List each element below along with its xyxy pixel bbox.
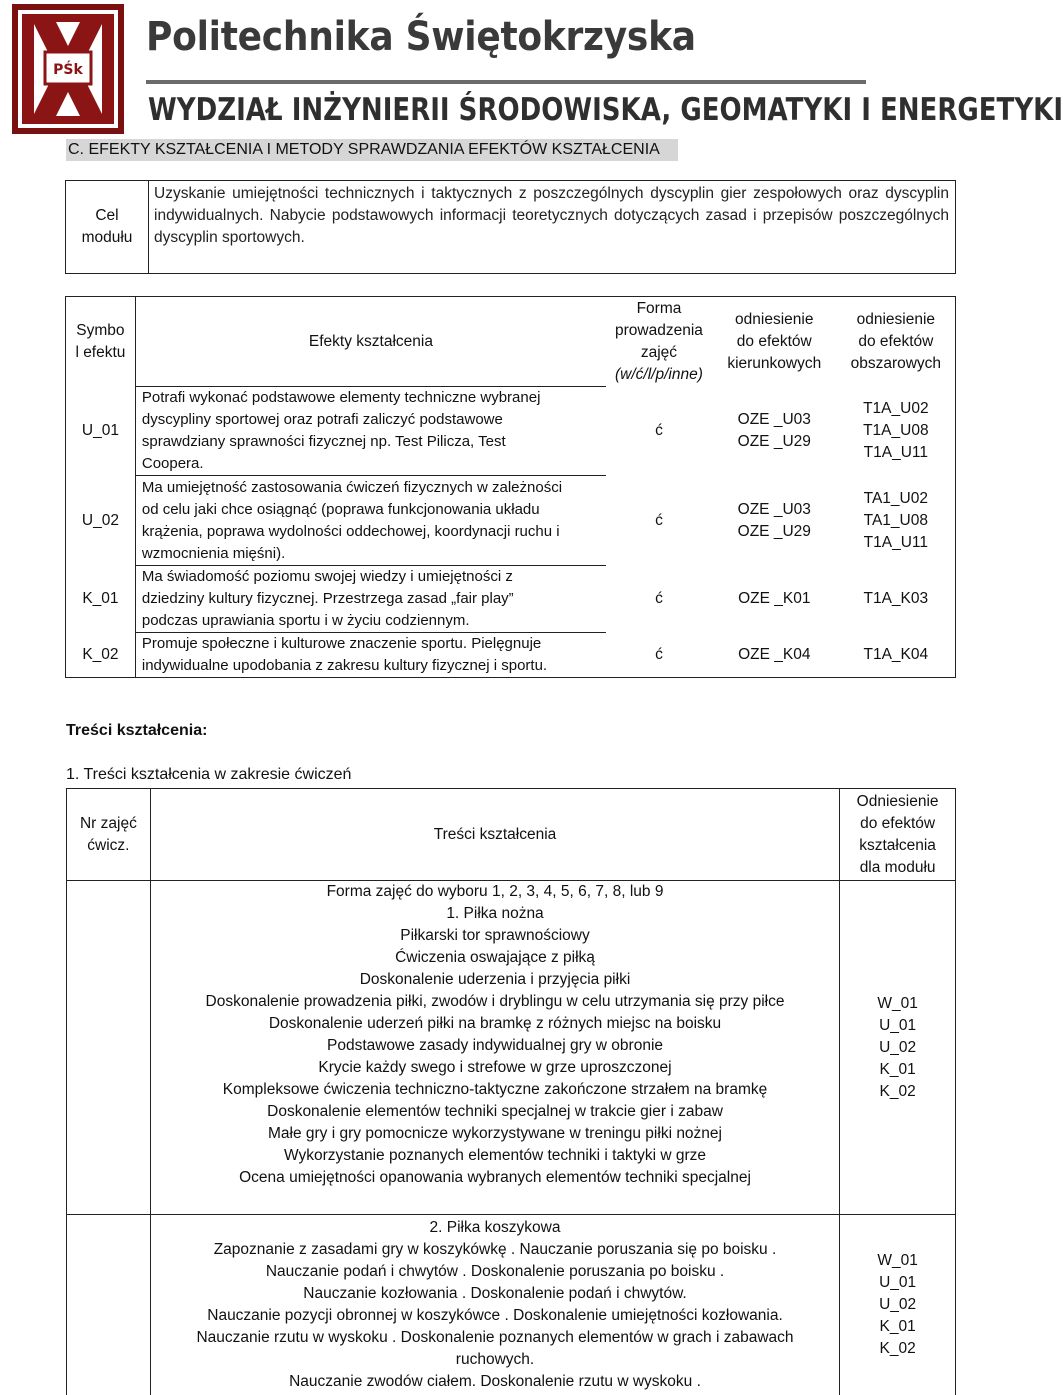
effect-line: dziedziny kultury fizycznej. Przestrzega zasad „fair play” xyxy=(141,590,514,607)
block-content xyxy=(150,1215,839,1395)
header-content: Treści kształcenia xyxy=(150,789,839,881)
area-ref: T1A_U02 xyxy=(863,400,929,417)
outcome-form: ć xyxy=(655,590,663,607)
content-line: Forma zajęć do wyboru 1, 2, 3, 4, 5, 6, 7, 8, lub 9 xyxy=(326,883,664,900)
header-reference xyxy=(840,789,956,881)
outcome-area xyxy=(837,387,956,476)
outcome-row xyxy=(66,387,956,476)
header-ref-line3: kształcenia xyxy=(859,836,936,854)
header-directional-line1: odniesienie xyxy=(735,310,814,328)
content-line: Doskonalenie uderzeń piłki na bramkę z różnych miejsc na boisku xyxy=(268,1015,722,1032)
content-line: Ćwiczenia oswajające z piłką xyxy=(395,949,595,966)
content-line: Wykorzystanie poznanych elementów techniki i taktyki w grze xyxy=(284,1147,706,1164)
effect-line: dyscypliny sportowej oraz potrafi zaliczyć podstawowe xyxy=(141,411,503,428)
outcome-symbol: K_01 xyxy=(82,590,119,607)
effect-line: Ma świadomość poziomu swojej wiedzy i umiejętności z xyxy=(141,568,513,585)
module-goal-table xyxy=(65,180,956,274)
header-area-line3: obszarowych xyxy=(850,354,942,372)
area-ref: T1A_U11 xyxy=(863,444,928,461)
content-line: Nauczanie zwodów ciałem. Doskonalenie rzutu w wyskoku . xyxy=(289,1373,701,1390)
header-form xyxy=(606,297,712,387)
subsection-title: 1. Treści kształcenia w zakresie ćwiczeń xyxy=(66,766,352,783)
header-symbol-line2: l efektu xyxy=(75,343,126,361)
header-divider xyxy=(146,80,866,84)
outcome-effect xyxy=(135,387,606,476)
effect-line: Promuje społeczne i kulturowe znaczenie sportu. Pielęgnuje xyxy=(141,635,542,652)
effect-line: sprawdziany sprawności fizycznej np. Test Pilicza, Test xyxy=(141,433,506,450)
ref-code: K_02 xyxy=(879,1339,916,1357)
content-line: Nauczanie rzutu w wyskoku . Doskonalenie poznanych elementów w grach i zabawach xyxy=(196,1329,794,1346)
header-area-line2: do efektów xyxy=(858,332,934,350)
outcome-row xyxy=(66,476,956,566)
header-form-line3: zajęć xyxy=(640,343,678,361)
outcome-directional xyxy=(712,387,837,476)
content-line: ruchowych. xyxy=(455,1351,535,1368)
effect-line: od celu jaki chce osiągnąć (poprawa funkcjonowania układu xyxy=(141,500,540,518)
goal-label-line2: modułu xyxy=(81,229,133,246)
learning-outcomes-table xyxy=(65,296,956,678)
outcome-area: T1A_K03 xyxy=(863,590,929,607)
effect-line: podczas uprawiania sportu i w życiu codziennym. xyxy=(141,612,470,629)
directional-ref: OZE _U03 xyxy=(737,411,811,428)
outcome-form: ć xyxy=(655,511,663,529)
header-directional-line2: do efektów xyxy=(736,332,812,350)
content-line: Podstawowe zasady indywidualnej gry w obronie xyxy=(326,1037,664,1054)
content-line: Nauczanie pozycji obronnej w koszykówce . Doskonalenie umiejętności kozłowania. xyxy=(207,1307,783,1324)
block-content xyxy=(150,881,839,1215)
header-nr-line2: ćwicz. xyxy=(87,836,130,854)
header-directional-line3: kierunkowych xyxy=(727,354,822,372)
header-form-line1: Forma xyxy=(636,299,682,317)
ref-code: K_01 xyxy=(879,1060,916,1078)
outcome-symbol: U_01 xyxy=(81,422,119,439)
outcome-effect xyxy=(135,476,606,566)
content-block-row xyxy=(67,881,956,1215)
block-refs xyxy=(840,1215,956,1395)
outcomes-header-row xyxy=(66,297,956,387)
header-form-line4: (w/ć/l/p/inne) xyxy=(615,365,703,383)
ref-code: W_01 xyxy=(877,994,918,1012)
outcome-row xyxy=(66,633,956,678)
header-symbol xyxy=(66,297,136,387)
course-content-table xyxy=(66,788,956,1395)
ref-code: W_01 xyxy=(877,1251,918,1269)
ref-code: U_01 xyxy=(879,1016,917,1034)
content-line: Ocena umiejętności opanowania wybranych elementów techniki specjalnej xyxy=(239,1169,751,1186)
content-line: Krycie każdy swego i strefowe w grze uproszczonej xyxy=(318,1059,672,1076)
ref-code: U_02 xyxy=(879,1295,917,1313)
section-title: C. EFEKTY KSZTAŁCENIA I METODY SPRAWDZANIA EFEKTÓW KSZTAŁCENIA xyxy=(66,139,678,161)
outcome-symbol: K_02 xyxy=(82,645,119,663)
outcome-directional: OZE _K01 xyxy=(738,590,811,607)
header-directional xyxy=(712,297,837,387)
outcome-area xyxy=(837,476,956,566)
header-effects: Efekty kształcenia xyxy=(135,297,606,387)
outcome-directional: OZE _K04 xyxy=(738,645,811,663)
directional-ref: OZE _U29 xyxy=(737,433,811,450)
ref-code: K_02 xyxy=(879,1082,916,1100)
content-line: Piłkarski tor sprawnościowy xyxy=(400,927,590,944)
content-line: Małe gry i gry pomocnicze wykorzystywane w treningu piłki nożnej xyxy=(268,1125,722,1142)
content-line: Zapoznanie z zasadami gry w koszykówkę . Nauczanie poruszania się po boisku . xyxy=(213,1241,777,1258)
header-ref-line4: dla modułu xyxy=(859,858,936,876)
header-nr-line1: Nr zajęć xyxy=(79,814,137,832)
content-line: 2. Piłka koszykowa xyxy=(429,1219,561,1236)
content-header-row xyxy=(67,789,956,881)
outcome-effect xyxy=(135,566,606,633)
outcome-symbol: U_02 xyxy=(81,511,119,529)
content-line: Kompleksowe ćwiczenia techniczno-taktyczne zakończone strzałem na bramkę xyxy=(222,1081,768,1098)
faculty-name: WYDZIAŁ INŻYNIERII ŚRODOWISKA, GEOMATYKI I ENERGETYKI xyxy=(148,92,1063,128)
content-line: Doskonalenie uderzenia i przyjęcia piłki xyxy=(359,971,631,988)
outcome-form: ć xyxy=(655,645,663,663)
goal-text: Uzyskanie umiejętności technicznych i taktycznych z poszczególnych dyscyplin gier zespołowych oraz dyscyplin indywidualnych. Nabycie podstawowych informacji teoretycznych dotyczących zasad i przepisów poszczególnych dyscyplin sportowych. xyxy=(149,181,956,274)
content-block-row xyxy=(67,1215,956,1395)
header-ref-line1: Odniesienie xyxy=(856,792,939,810)
content-line: Doskonalenie elementów techniki specjalnej w trakcie gier i zabaw xyxy=(267,1103,723,1120)
content-line: Nauczanie kozłowania . Doskonalenie podań i chwytów. xyxy=(303,1285,687,1302)
ref-code: U_01 xyxy=(879,1273,917,1291)
content-line: Doskonalenie prowadzenia piłki, zwodów i dryblingu w celu utrzymania się przy piłce xyxy=(205,993,785,1010)
effect-line: wzmocnienia mięśni). xyxy=(141,544,286,562)
content-line: Nauczanie podań i chwytów . Doskonalenie poruszania po boisku . xyxy=(265,1263,725,1280)
area-ref: T1A_U11 xyxy=(863,533,928,551)
area-ref: T1A_U08 xyxy=(863,422,929,439)
block-nr xyxy=(67,881,151,1215)
outcome-row xyxy=(66,566,956,633)
university-logo xyxy=(12,4,124,134)
outcome-directional xyxy=(712,476,837,566)
header-area xyxy=(837,297,956,387)
header-ref-line2: do efektów xyxy=(860,814,936,832)
effect-line: krążenia, poprawa wydolności oddechowej, koordynacji ruchu i xyxy=(141,522,560,540)
logo-text: PŚk xyxy=(53,62,83,78)
directional-ref: OZE _U29 xyxy=(737,522,811,540)
content-heading: Treści kształcenia: xyxy=(66,722,208,739)
goal-label xyxy=(66,181,149,274)
block-nr xyxy=(67,1215,151,1395)
university-name: Politechnika Świętokrzyska xyxy=(146,14,696,60)
outcome-effect xyxy=(135,633,606,678)
effect-line: indywidualne upodobania z zakresu kultury fizycznej i sportu. xyxy=(141,657,548,674)
effect-line: Ma umiejętność zastosowania ćwiczeń fizycznych w zależności xyxy=(141,478,563,496)
content-line: 1. Piłka nożna xyxy=(446,905,544,922)
header-nr xyxy=(67,789,151,881)
ref-code: U_02 xyxy=(879,1038,917,1056)
header-symbol-line1: Symbo xyxy=(76,321,125,339)
directional-ref: OZE _U03 xyxy=(737,500,811,518)
goal-label-line1: Cel xyxy=(95,207,119,224)
header-form-line2: prowadzenia xyxy=(615,321,703,339)
outcome-form: ć xyxy=(655,422,663,439)
effect-line: Potrafi wykonać podstawowe elementy techniczne wybranej xyxy=(141,389,541,406)
block-refs xyxy=(840,881,956,1215)
area-ref: TA1_U02 xyxy=(863,489,928,507)
ref-code: K_01 xyxy=(879,1317,916,1335)
effect-line: Coopera. xyxy=(141,455,204,472)
area-ref: TA1_U08 xyxy=(863,511,928,529)
header-area-line1: odniesienie xyxy=(856,310,936,328)
outcome-area: T1A_K04 xyxy=(863,645,929,663)
